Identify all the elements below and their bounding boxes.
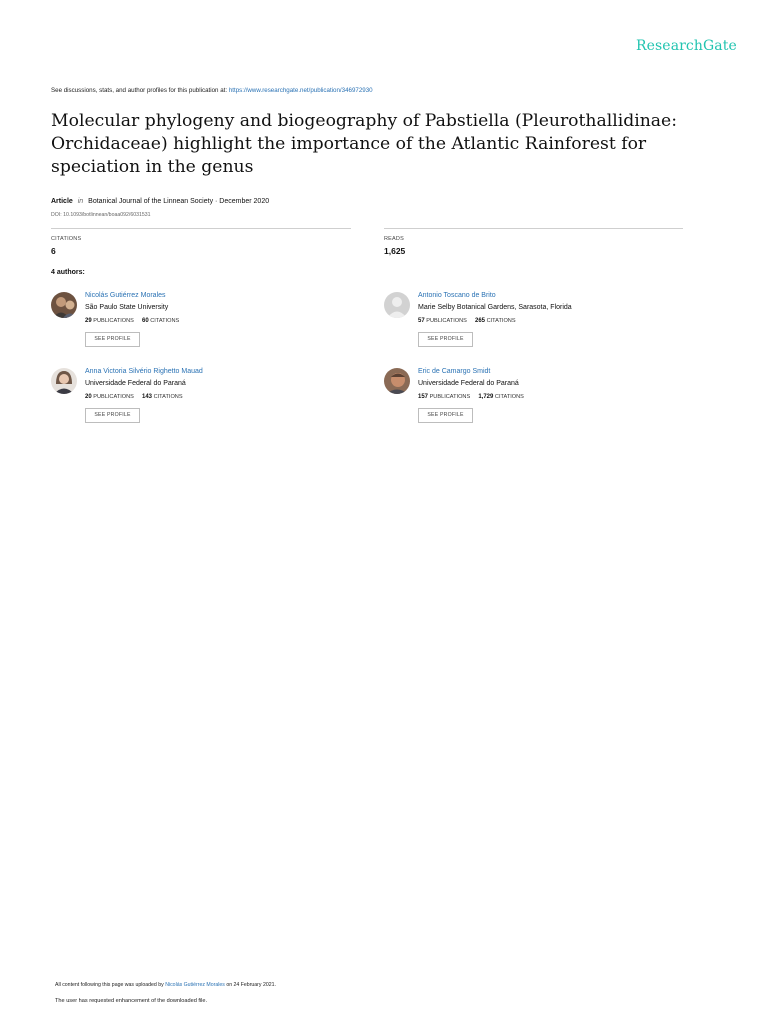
citations-label: CITATIONS	[153, 394, 183, 400]
uploader-link[interactable]: Nicolás Gutiérrez Morales	[165, 982, 225, 988]
citations-value: 6	[51, 246, 56, 256]
upload-note	[55, 982, 276, 988]
researchgate-logo[interactable]: ResearchGate	[636, 38, 737, 54]
author-name[interactable]: Anna Victoria Silvério Righetto Mauad	[85, 368, 203, 375]
publications-label: PUBLICATIONS	[93, 394, 134, 400]
discussions-prefix: See discussions, stats, and author profiles for this publication at:	[51, 87, 228, 94]
citations-label: CITATIONS	[486, 318, 516, 324]
avatar[interactable]	[384, 292, 410, 318]
upload-prefix: All content following this page was uploaded by	[55, 982, 164, 988]
publications-label: PUBLICATIONS	[429, 394, 471, 400]
publication-link[interactable]: https://www.researchgate.net/publication/346972930	[228, 87, 373, 94]
doi: DOI: 10.1093/botlinnean/boaa092/6031531	[51, 212, 151, 218]
article-in: in	[77, 198, 84, 205]
reads-value: 1,625	[384, 246, 406, 256]
author-card	[51, 292, 351, 362]
publications-count: 157	[418, 394, 429, 400]
see-profile-button[interactable]: SEE PROFILE	[418, 332, 473, 347]
author-institution: Marie Selby Botanical Gardens, Sarasota, Florida	[418, 304, 572, 311]
publications-count: 20	[85, 394, 92, 400]
author-card	[384, 368, 684, 438]
avatar[interactable]	[384, 368, 410, 394]
author-stats	[418, 318, 516, 324]
author-stats	[418, 394, 524, 400]
see-profile-button[interactable]: SEE PROFILE	[85, 332, 140, 347]
author-stats	[85, 394, 183, 400]
paper-title: Molecular phylogeny and biogeography of Pabstiella (Pleurothallidinae: Orchidaceae) highlight the importance of the Atlantic Rainforest for speciation in the genus	[51, 111, 678, 177]
publications-count: 29	[85, 318, 92, 324]
citations-count: 265	[475, 318, 486, 324]
author-card	[384, 292, 684, 362]
author-institution: Universidade Federal do Paraná	[418, 380, 519, 387]
publications-label: PUBLICATIONS	[426, 318, 467, 324]
article-type: Article	[51, 198, 73, 205]
author-institution: Universidade Federal do Paraná	[85, 380, 186, 387]
avatar[interactable]	[51, 368, 77, 394]
discussions-line	[51, 87, 373, 94]
citations-count: 60	[142, 318, 149, 324]
authors-heading: 4 authors:	[51, 269, 85, 276]
article-meta	[51, 198, 269, 205]
citations-label: CITATIONS	[51, 236, 82, 242]
author-stats	[85, 318, 179, 324]
author-institution: São Paulo State University	[85, 304, 169, 311]
citations-label: CITATIONS	[150, 318, 180, 324]
upload-suffix: on 24 February 2021.	[226, 982, 276, 988]
reads-divider	[384, 228, 683, 229]
publications-count: 57	[418, 318, 425, 324]
reads-label: READS	[384, 236, 404, 242]
citations-divider	[51, 228, 351, 229]
avatar[interactable]	[51, 292, 77, 318]
journal-venue: Botanical Journal of the Linnean Society · December 2020	[88, 198, 270, 205]
author-card	[51, 368, 351, 438]
publications-label: PUBLICATIONS	[93, 318, 134, 324]
citations-count: 1,729	[478, 394, 494, 400]
enhancement-note: The user has requested enhancement of the downloaded file.	[55, 998, 208, 1004]
citations-label: CITATIONS	[494, 394, 524, 400]
see-profile-button[interactable]: SEE PROFILE	[85, 408, 140, 423]
author-name[interactable]: Eric de Camargo Smidt	[418, 368, 491, 375]
see-profile-button[interactable]: SEE PROFILE	[418, 408, 473, 423]
author-name[interactable]: Antonio Toscano de Brito	[418, 292, 496, 299]
author-name[interactable]: Nicolás Gutiérrez Morales	[85, 292, 166, 299]
citations-count: 143	[142, 394, 153, 400]
